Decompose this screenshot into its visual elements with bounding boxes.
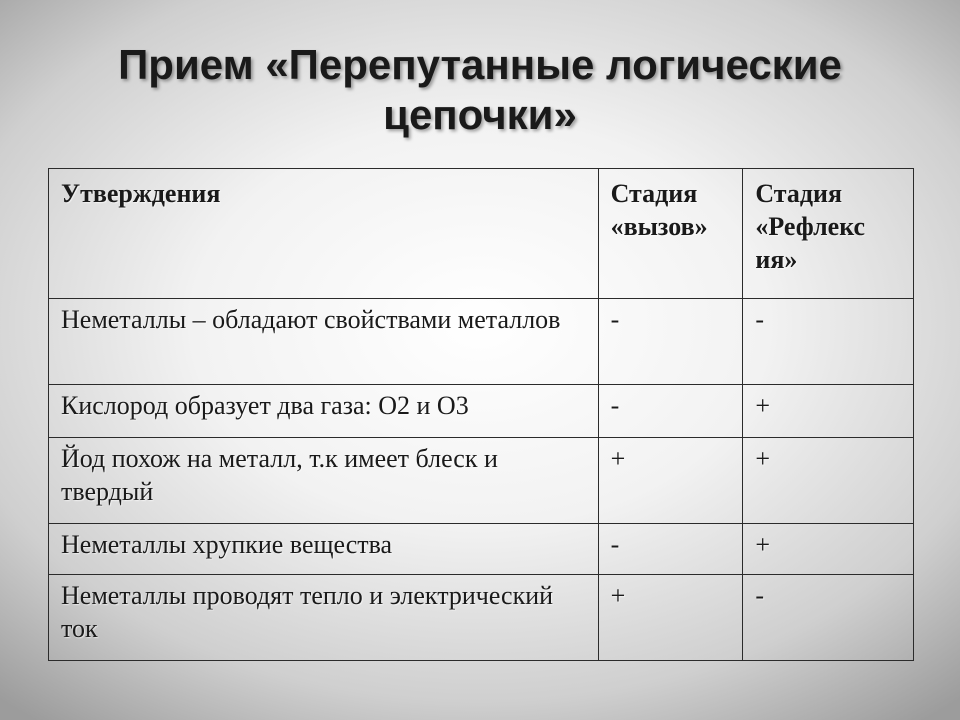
challenge-mark-cell: - — [598, 299, 743, 385]
slide-title-line-1: Прием «Перепутанные логические — [118, 41, 842, 88]
challenge-mark-cell: - — [598, 385, 743, 438]
slide-title-line-2: цепочки» — [383, 91, 577, 138]
reflection-mark-cell: + — [743, 524, 914, 575]
reflection-mark-cell: + — [743, 438, 914, 524]
table-header-row — [49, 169, 914, 299]
table-row — [49, 524, 914, 575]
table-row — [49, 385, 914, 438]
reflection-mark-cell: - — [743, 299, 914, 385]
table-row — [49, 299, 914, 385]
statement-cell: Йод похож на металл, т.к имеет блеск и твердый — [49, 438, 599, 524]
header-statements: Утверждения — [49, 169, 599, 299]
statement-cell: Неметаллы хрупкие вещества — [49, 524, 599, 575]
reflection-mark-cell: + — [743, 385, 914, 438]
statement-cell: Кислород образует два газа: О2 и О3 — [49, 385, 599, 438]
challenge-mark-cell: - — [598, 524, 743, 575]
challenge-mark-cell: + — [598, 438, 743, 524]
challenge-mark-cell: + — [598, 575, 743, 661]
statements-table — [48, 168, 914, 661]
statement-cell: Неметаллы проводят тепло и электрический ток — [49, 575, 599, 661]
slide-title — [0, 40, 960, 140]
header-stage-reflection: Стадия «Рефлекс ия» — [743, 169, 914, 299]
table-row — [49, 575, 914, 661]
reflection-mark-cell: - — [743, 575, 914, 661]
statement-cell: Неметаллы – обладают свойствами металлов — [49, 299, 599, 385]
table-row — [49, 438, 914, 524]
header-stage-challenge: Стадия «вызов» — [598, 169, 743, 299]
